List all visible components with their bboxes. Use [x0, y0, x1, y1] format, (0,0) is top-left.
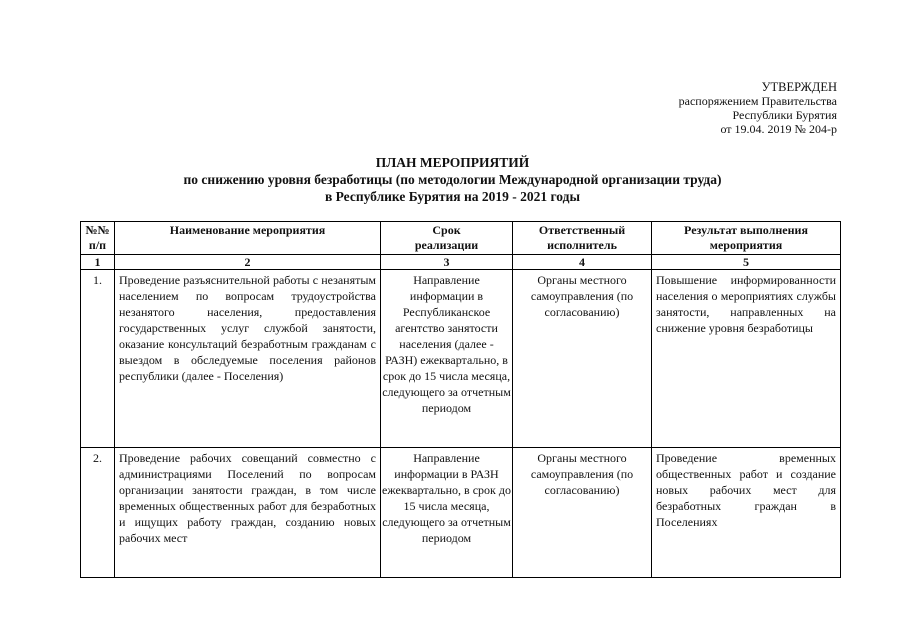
header-term: Срок реализации	[381, 222, 513, 255]
row-number: 2.	[81, 448, 115, 578]
approval-stamp	[679, 80, 837, 136]
column-number: 4	[513, 255, 652, 270]
header-name: Наименование мероприятия	[115, 222, 381, 255]
header-executor: Ответственный исполнитель	[513, 222, 652, 255]
row-number: 1.	[81, 270, 115, 448]
table-row	[81, 270, 841, 448]
row-name: Проведение разъяснительной работы с незанятым населением по вопросам трудоустройства незанятого населения, предоставления государственных услуг службой занятости, оказание консультаций безработным гражданам с выездом в обследуемые поселения районов республики (далее - Поселения)	[115, 270, 381, 448]
row-executor: Органы местного самоуправления (по согласованию)	[513, 448, 652, 578]
row-term: Направление информации в РАЗН ежеквартально, в срок до 15 числа месяца, следующего за отчетным периодом	[381, 448, 513, 578]
table-row	[81, 448, 841, 578]
column-number: 3	[381, 255, 513, 270]
column-number: 5	[652, 255, 841, 270]
title-line-3: в Республике Бурятия на 2019 - 2021 годы	[324, 189, 581, 204]
row-term: Направление информации в Республиканское агентство занятости населения (далее - РАЗН) ежеквартально, в срок до 15 числа месяца, следующего за отчетным периодом	[381, 270, 513, 448]
column-number-row	[81, 255, 841, 270]
row-executor: Органы местного самоуправления (по согласованию)	[513, 270, 652, 448]
column-number: 1	[81, 255, 115, 270]
title-line-2: по снижению уровня безработицы (по методологии Международной организации труда)	[183, 172, 722, 187]
header-number: №№ п/п	[81, 222, 115, 255]
header-result: Результат выполнения мероприятия	[652, 222, 841, 255]
approval-authority: распоряжением Правительства	[678, 94, 837, 108]
title-line-1: ПЛАН МЕРОПРИЯТИЙ	[375, 155, 530, 170]
approval-date-number: от 19.04. 2019 № 204-р	[720, 122, 837, 136]
document-title	[0, 154, 905, 205]
table-header-row	[81, 222, 841, 255]
measures-table	[80, 221, 841, 578]
row-result: Проведение временных общественных работ и создание новых рабочих мест для безработных граждан в Поселениях	[652, 448, 841, 578]
approval-region: Республики Бурятия	[732, 108, 837, 122]
approval-title: УТВЕРЖДЕН	[761, 80, 837, 94]
row-name: Проведение рабочих совещаний совместно с администрациями Поселений по вопросам организации занятости граждан, в том числе временных общественных работ для безработных и ищущих работу граждан, созданию новых рабочих мест	[115, 448, 381, 578]
column-number: 2	[115, 255, 381, 270]
row-result: Повышение информированности населения о мероприятиях службы занятости, направленных на снижение уровня безработицы	[652, 270, 841, 448]
